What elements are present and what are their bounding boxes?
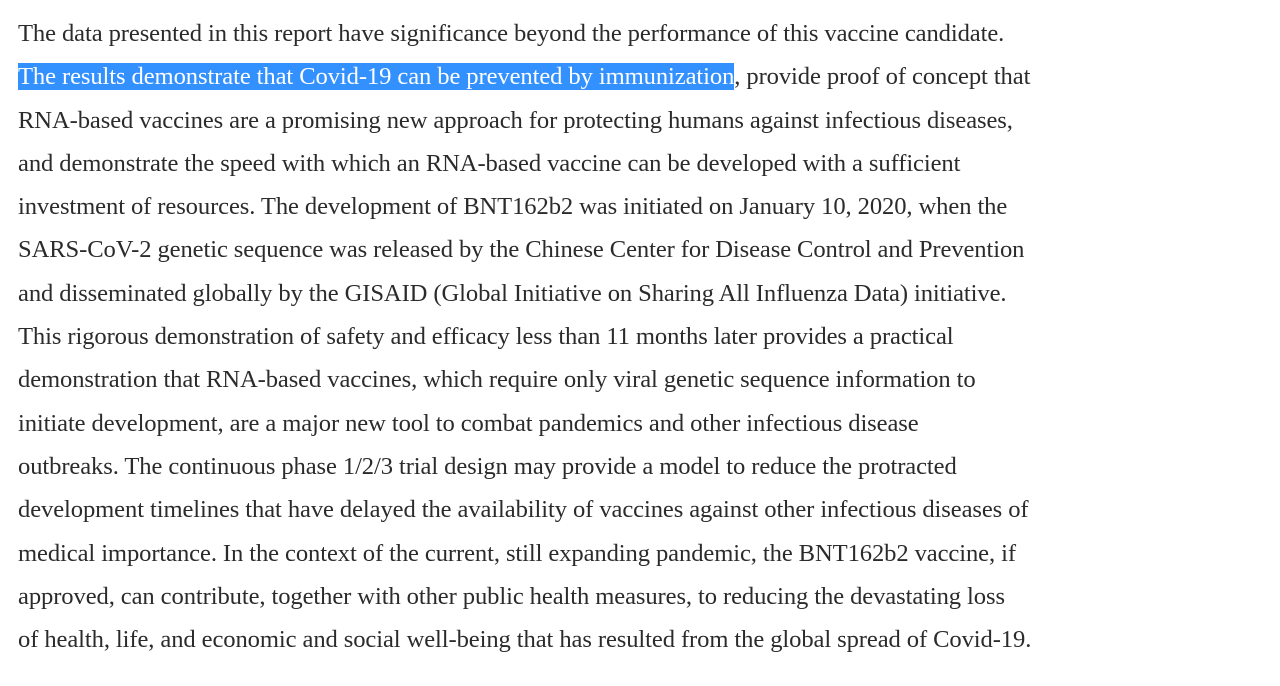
text-line-3: RNA-based vaccines are a promising new approach for protecting humans against infectious diseases, <box>18 106 1013 134</box>
text-line-6: SARS-CoV-2 genetic sequence was released by the Chinese Center for Disease Control and Prevention <box>18 236 1025 264</box>
text-line-15: of health, life, and economic and social well-being that has resulted from the global spread of Covid-19. <box>18 626 1032 654</box>
text-line-14: approved, can contribute, together with other public health measures, to reducing the devastating loss <box>18 582 1005 610</box>
text-line-8: This rigorous demonstration of safety and efficacy less than 11 months later provides a practical <box>18 323 954 351</box>
text-line-7: and disseminated globally by the GISAID (Global Initiative on Sharing All Influenza Data) initiative. <box>18 279 1007 307</box>
selected-text[interactable]: The results demonstrate that Covid-19 can be prevented by immunization <box>18 63 735 91</box>
text-line-5: investment of resources. The development of BNT162b2 was initiated on January 10, 2020, when the <box>18 193 1008 221</box>
text-line-2 <box>18 55 1264 98</box>
text-line-11: outbreaks. The continuous phase 1/2/3 trial design may provide a model to reduce the protracted <box>18 452 957 480</box>
text-line-12: development timelines that have delayed the availability of vaccines against other infectious diseases of <box>18 496 1029 524</box>
text-line-1: The data presented in this report have significance beyond the performance of this vaccine candidate. <box>18 20 1005 47</box>
body-paragraph <box>18 12 1264 661</box>
text-line-2-rest: , provide proof of concept that <box>734 63 1031 91</box>
text-line-10: initiate development, are a major new tool to combat pandemics and other infectious disease <box>18 409 919 437</box>
text-line-4: and demonstrate the speed with which an RNA-based vaccine can be developed with a sufficient <box>18 149 961 177</box>
text-line-9: demonstration that RNA-based vaccines, which require only viral genetic sequence information to <box>18 366 976 394</box>
text-line-13: medical importance. In the context of the current, still expanding pandemic, the BNT162b2 vaccine, if <box>18 539 1016 567</box>
